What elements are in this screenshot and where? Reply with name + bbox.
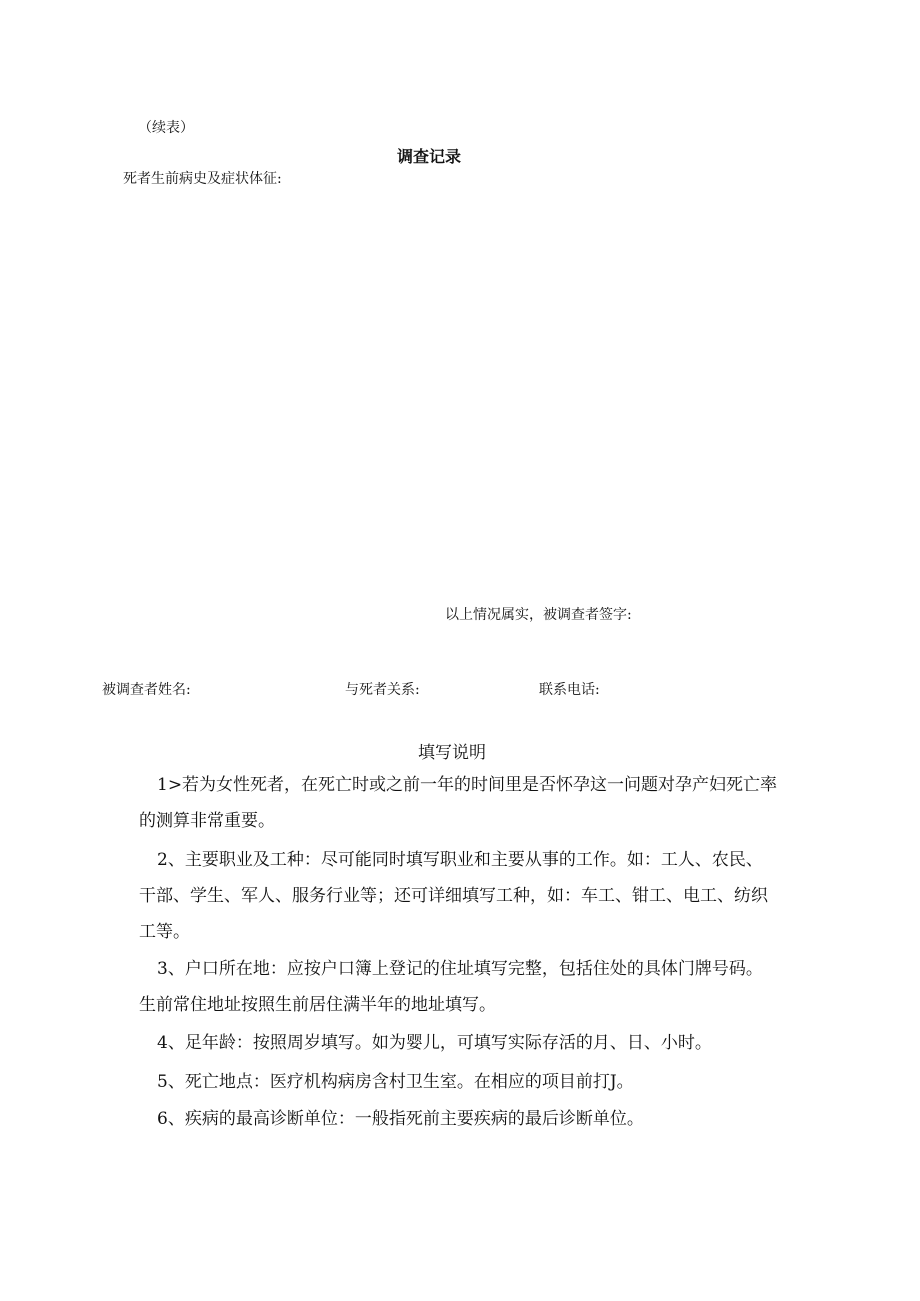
relation-label: 与死者关系:: [345, 682, 420, 698]
phone-label: 联系电话:: [539, 682, 600, 698]
signature-label: 以上情况属实，被调查者签字:: [445, 607, 632, 623]
continued-label: （续表）: [138, 120, 194, 136]
instruction-item-4: 4、足年龄：按照周岁填写。如为婴儿，可填写实际存活的月、日、小时。: [157, 1033, 712, 1053]
page-title: 调查记录: [397, 147, 462, 166]
instruction-item-2: 2、主要职业及工种：尽可能同时填写职业和主要从事的工作。如：工人、农民、干部、学生、军人、服务行业等；还可详细填写工种，如：车工、钳工、电工、纺织工等。: [139, 850, 768, 942]
instructions-heading: 填写说明: [418, 743, 486, 763]
medical-history-label: 死者生前病史及症状体征:: [123, 171, 282, 187]
respondent-name-label: 被调查者姓名:: [102, 682, 191, 698]
instruction-item-1: 1>若为女性死者，在死亡时或之前一年的时间里是否怀孕这一问题对孕产妇死亡率的测算非常重要。: [139, 775, 778, 831]
instruction-item-3: 3、户口所在地：应按户口簿上登记的住址填写完整，包括住处的具体门牌号码。生前常住地址按照生前居住满半年的地址填写。: [139, 959, 763, 1015]
instruction-item-6: 6、疾病的最高诊断单位：一般指死前主要疾病的最后诊断单位。: [157, 1109, 644, 1129]
instruction-item-5: 5、死亡地点：医疗机构病房含村卫生室。在相应的项目前打J。: [157, 1072, 634, 1092]
